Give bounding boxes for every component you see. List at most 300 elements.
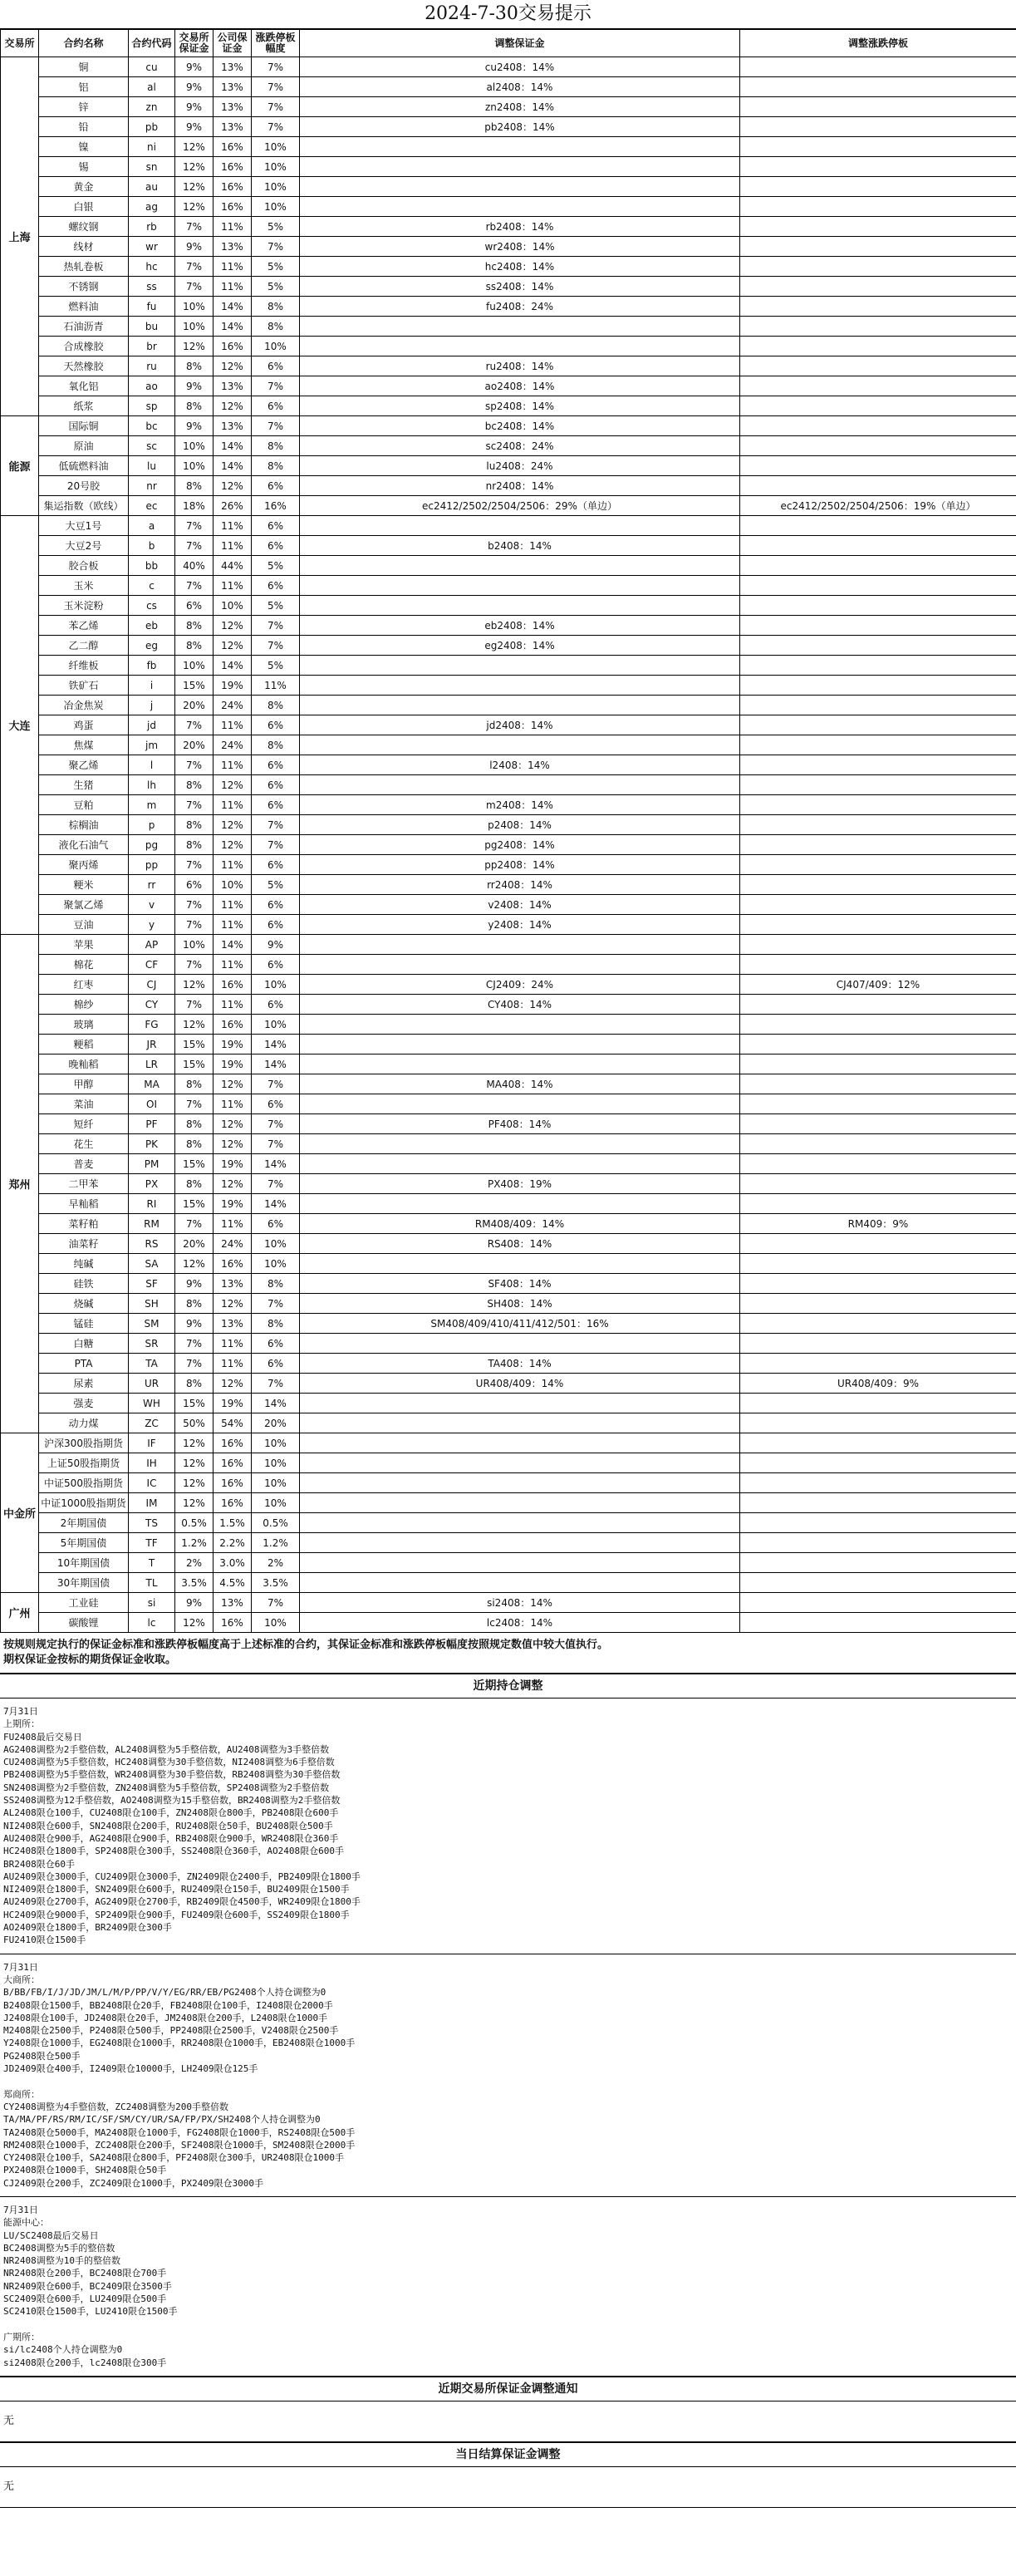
contract-code-cell: fb: [129, 656, 175, 676]
company-margin-cell: 12%: [214, 616, 252, 636]
adjusted-limit-cell: [740, 636, 1016, 656]
price-limit-cell: 11%: [252, 676, 300, 696]
exchange-cell: 能源: [1, 416, 39, 516]
table-body: [1, 57, 1016, 1633]
company-margin-cell: 11%: [214, 1094, 252, 1114]
company-margin-cell: 24%: [214, 696, 252, 715]
adjusted-margin-cell: [300, 1035, 740, 1054]
contract-code-cell: y: [129, 915, 175, 935]
exchange-margin-cell: 8%: [175, 1074, 214, 1094]
adjusted-margin-cell: [300, 1254, 740, 1274]
adjusted-margin-cell: rr2408：14%: [300, 875, 740, 895]
company-margin-cell: 16%: [214, 975, 252, 995]
price-limit-cell: 9%: [252, 935, 300, 955]
adjusted-limit-cell: [740, 955, 1016, 975]
adjusted-limit-cell: [740, 197, 1016, 217]
adjusted-margin-cell: pb2408：14%: [300, 117, 740, 137]
company-margin-cell: 14%: [214, 935, 252, 955]
adjusted-limit-cell: [740, 1533, 1016, 1553]
price-limit-cell: 10%: [252, 1613, 300, 1633]
contract-name-cell: 烧碱: [39, 1294, 129, 1314]
adjusted-margin-cell: m2408：14%: [300, 795, 740, 815]
table-row: [1, 1593, 1016, 1613]
exchange-margin-cell: 7%: [175, 755, 214, 775]
contract-name-cell: 动力煤: [39, 1413, 129, 1433]
adjusted-limit-cell: [740, 835, 1016, 855]
adjusted-margin-cell: [300, 775, 740, 795]
adjusted-margin-cell: [300, 735, 740, 755]
contract-code-cell: hc: [129, 257, 175, 277]
adjusted-margin-cell: RM408/409：14%: [300, 1214, 740, 1234]
adjusted-limit-cell: [740, 596, 1016, 616]
table-row: [1, 237, 1016, 257]
company-margin-cell: 11%: [214, 277, 252, 297]
adjusted-margin-cell: [300, 516, 740, 536]
adjusted-margin-cell: MA408：14%: [300, 1074, 740, 1094]
price-limit-cell: 6%: [252, 516, 300, 536]
header-exchange: 交易所: [1, 30, 39, 57]
price-limit-cell: 10%: [252, 177, 300, 197]
settlement-notice-content: 无: [0, 2467, 1016, 2508]
price-limit-cell: 7%: [252, 1114, 300, 1134]
adjusted-margin-cell: [300, 1015, 740, 1035]
adjusted-limit-cell: [740, 1573, 1016, 1593]
company-margin-cell: 11%: [214, 955, 252, 975]
contract-name-cell: 鸡蛋: [39, 715, 129, 735]
table-row: [1, 177, 1016, 197]
company-margin-cell: 14%: [214, 656, 252, 676]
contract-code-cell: UR: [129, 1374, 175, 1394]
contract-code-cell: b: [129, 536, 175, 556]
adjusted-margin-cell: [300, 1573, 740, 1593]
exchange-margin-cell: 8%: [175, 1114, 214, 1134]
company-margin-cell: 12%: [214, 1074, 252, 1094]
table-row: [1, 855, 1016, 875]
adjusted-limit-cell: [740, 1354, 1016, 1374]
company-margin-cell: 19%: [214, 1035, 252, 1054]
contract-code-cell: lc: [129, 1613, 175, 1633]
contract-code-cell: IH: [129, 1453, 175, 1473]
price-limit-cell: 6%: [252, 1094, 300, 1114]
contract-code-cell: si: [129, 1593, 175, 1613]
adjusted-limit-cell: [740, 117, 1016, 137]
price-limit-cell: 7%: [252, 616, 300, 636]
adjusted-margin-cell: sc2408：24%: [300, 436, 740, 456]
price-limit-cell: 10%: [252, 1473, 300, 1493]
exchange-margin-cell: 7%: [175, 895, 214, 915]
table-row: [1, 1433, 1016, 1453]
table-row: [1, 1573, 1016, 1593]
exchange-margin-cell: 12%: [175, 975, 214, 995]
company-margin-cell: 12%: [214, 356, 252, 376]
table-row: [1, 536, 1016, 556]
contract-code-cell: CF: [129, 955, 175, 975]
table-row: [1, 396, 1016, 416]
contract-code-cell: bb: [129, 556, 175, 576]
price-limit-cell: 6%: [252, 396, 300, 416]
contract-code-cell: fu: [129, 297, 175, 317]
adjusted-limit-cell: CJ407/409：12%: [740, 975, 1016, 995]
company-margin-cell: 4.5%: [214, 1573, 252, 1593]
contract-code-cell: SM: [129, 1314, 175, 1334]
adjusted-limit-cell: [740, 1194, 1016, 1214]
adjusted-margin-cell: [300, 935, 740, 955]
adjusted-margin-cell: [300, 1473, 740, 1493]
table-row: [1, 217, 1016, 237]
contract-name-cell: 粳稻: [39, 1035, 129, 1054]
table-row: [1, 77, 1016, 97]
exchange-margin-cell: 20%: [175, 696, 214, 715]
adjusted-limit-cell: [740, 1154, 1016, 1174]
exchange-margin-cell: 8%: [175, 1294, 214, 1314]
table-row: [1, 1394, 1016, 1413]
contract-name-cell: 苹果: [39, 935, 129, 955]
exchange-margin-cell: 20%: [175, 1234, 214, 1254]
adjusted-limit-cell: [740, 237, 1016, 257]
company-margin-cell: 10%: [214, 875, 252, 895]
price-limit-cell: 6%: [252, 955, 300, 975]
company-margin-cell: 26%: [214, 496, 252, 516]
contract-code-cell: CY: [129, 995, 175, 1015]
adjusted-margin-cell: pp2408：14%: [300, 855, 740, 875]
adjusted-margin-cell: TA408：14%: [300, 1354, 740, 1374]
table-row: [1, 1493, 1016, 1513]
company-margin-cell: 13%: [214, 117, 252, 137]
adjusted-limit-cell: [740, 1035, 1016, 1054]
contract-name-cell: 碳酸锂: [39, 1613, 129, 1633]
adjusted-limit-cell: [740, 376, 1016, 396]
contract-code-cell: pb: [129, 117, 175, 137]
contract-code-cell: ao: [129, 376, 175, 396]
contract-code-cell: rb: [129, 217, 175, 237]
price-limit-cell: 14%: [252, 1394, 300, 1413]
table-row: [1, 676, 1016, 696]
table-row: [1, 1314, 1016, 1334]
price-limit-cell: 5%: [252, 277, 300, 297]
price-limit-cell: 10%: [252, 1234, 300, 1254]
table-row: [1, 416, 1016, 436]
adjusted-margin-cell: bc2408：14%: [300, 416, 740, 436]
contract-code-cell: zn: [129, 97, 175, 117]
price-limit-cell: 6%: [252, 915, 300, 935]
price-limit-cell: 6%: [252, 895, 300, 915]
adjusted-margin-cell: [300, 1453, 740, 1473]
contract-name-cell: 聚氯乙烯: [39, 895, 129, 915]
adjusted-limit-cell: [740, 1134, 1016, 1154]
contract-code-cell: al: [129, 77, 175, 97]
price-limit-cell: 20%: [252, 1413, 300, 1433]
exchange-margin-cell: 8%: [175, 1374, 214, 1394]
table-row: [1, 656, 1016, 676]
exchange-margin-cell: 8%: [175, 815, 214, 835]
adjusted-limit-cell: [740, 77, 1016, 97]
company-margin-cell: 11%: [214, 915, 252, 935]
adjusted-limit-cell: [740, 775, 1016, 795]
contract-name-cell: 5年期国债: [39, 1533, 129, 1553]
price-limit-cell: 6%: [252, 715, 300, 735]
contract-code-cell: br: [129, 337, 175, 356]
header-price-limit: 涨跌停板幅度: [252, 30, 300, 57]
contract-name-cell: 中证1000股指期货: [39, 1493, 129, 1513]
table-row: [1, 995, 1016, 1015]
price-limit-cell: 6%: [252, 536, 300, 556]
company-margin-cell: 24%: [214, 1234, 252, 1254]
company-margin-cell: 14%: [214, 436, 252, 456]
contract-name-cell: 铁矿石: [39, 676, 129, 696]
adjusted-margin-cell: sp2408：14%: [300, 396, 740, 416]
company-margin-cell: 54%: [214, 1413, 252, 1433]
price-limit-cell: 7%: [252, 1593, 300, 1613]
exchange-margin-cell: 8%: [175, 476, 214, 496]
table-row: [1, 975, 1016, 995]
price-limit-cell: 6%: [252, 476, 300, 496]
contract-name-cell: 中证500股指期货: [39, 1473, 129, 1493]
price-limit-cell: 10%: [252, 337, 300, 356]
contract-code-cell: sc: [129, 436, 175, 456]
contract-name-cell: 线材: [39, 237, 129, 257]
company-margin-cell: 19%: [214, 676, 252, 696]
exchange-margin-cell: 2%: [175, 1553, 214, 1573]
price-limit-cell: 7%: [252, 416, 300, 436]
table-row: [1, 1214, 1016, 1234]
exchange-margin-cell: 7%: [175, 1334, 214, 1354]
company-margin-cell: 12%: [214, 1114, 252, 1134]
price-limit-cell: 5%: [252, 217, 300, 237]
exchange-margin-cell: 10%: [175, 456, 214, 476]
company-margin-cell: 12%: [214, 1294, 252, 1314]
exchange-margin-cell: 9%: [175, 1274, 214, 1294]
header-contract-code: 合约代码: [129, 30, 175, 57]
exchange-margin-cell: 7%: [175, 277, 214, 297]
contract-name-cell: 氧化铝: [39, 376, 129, 396]
company-margin-cell: 16%: [214, 1453, 252, 1473]
company-margin-cell: 11%: [214, 1354, 252, 1374]
adjusted-margin-cell: ss2408：14%: [300, 277, 740, 297]
contract-code-cell: lh: [129, 775, 175, 795]
table-row: [1, 157, 1016, 177]
table-row: [1, 815, 1016, 835]
company-margin-cell: 16%: [214, 137, 252, 157]
price-limit-cell: 6%: [252, 755, 300, 775]
adjusted-margin-cell: [300, 1054, 740, 1074]
table-row: [1, 795, 1016, 815]
contract-code-cell: pg: [129, 835, 175, 855]
price-limit-cell: 1.2%: [252, 1533, 300, 1553]
company-margin-cell: 12%: [214, 1374, 252, 1394]
exchange-cell: 中金所: [1, 1433, 39, 1593]
adjusted-limit-cell: [740, 815, 1016, 835]
contract-name-cell: 棉纱: [39, 995, 129, 1015]
table-row: [1, 297, 1016, 317]
price-limit-cell: 8%: [252, 317, 300, 337]
position-block-dce-czce: 7月31日 大商所： B/BB/FB/I/J/JD/JM/L/M/P/PP/V/Y/EG/RR/EB/PG2408个人持仓调整为0 B2408限仓1500手，BB2408限仓20手，FB2408限仓100手，I2408限仓2000手 J2408限仓100手，JD2408限仓20手，JM2408限仓200手，L2408限仓1000手 M2408限仓2500手，P2408限仓500手，PP2408限仓2500手，V2408限仓2500手 Y2408限仓1000手，EG2408限仓1000手，RR2408限仓1000手，EB2408限仓1000手 PG2408限仓500手 JD2409限仓400手，I2409限仓10000手，LH2409限仓125手 郑商所： CY2408调整为4手整倍数，ZC2408调整为200手整倍数 TA/MA/PF/RS/RM/IC/SF/SM/CY/UR/SA/FP/PX/SH2408个人持仓调整为0 TA2408限仓5000手，MA2408限仓1000手，FG2408限仓1000手，RS2408限仓500手 RM2408限仓1000手，ZC2408限仓200手，SF2408限仓1000手，SM2408限仓2000手 CY2408限仓100手，SA2408限仓800手，PF2408限仓300手，UR2408限仓1000手 PX2408限仓1000手，SH2408限仓50手 CJ2409限仓200手，ZC2409限仓1000手，PX2409限仓3000手: [0, 1954, 1016, 2197]
contract-code-cell: ec: [129, 496, 175, 516]
adjusted-margin-cell: cu2408：14%: [300, 57, 740, 77]
contract-name-cell: 纤维板: [39, 656, 129, 676]
adjusted-margin-cell: SM408/409/410/411/412/501：16%: [300, 1314, 740, 1334]
contract-code-cell: CJ: [129, 975, 175, 995]
contract-code-cell: SF: [129, 1274, 175, 1294]
table-row: [1, 317, 1016, 337]
table-row: [1, 1015, 1016, 1035]
adjusted-limit-cell: [740, 1094, 1016, 1114]
contract-name-cell: 螺纹钢: [39, 217, 129, 237]
contract-name-cell: 乙二醇: [39, 636, 129, 656]
contract-code-cell: au: [129, 177, 175, 197]
margin-notice-title: 近期交易所保证金调整通知: [0, 2377, 1016, 2401]
adjusted-limit-cell: [740, 1413, 1016, 1433]
adjusted-limit-cell: [740, 217, 1016, 237]
exchange-margin-cell: 12%: [175, 157, 214, 177]
contract-code-cell: AP: [129, 935, 175, 955]
adjusted-limit-cell: [740, 576, 1016, 596]
price-limit-cell: 6%: [252, 1354, 300, 1374]
contract-name-cell: 甲醇: [39, 1074, 129, 1094]
table-row: [1, 576, 1016, 596]
contract-name-cell: 大豆2号: [39, 536, 129, 556]
price-limit-cell: 10%: [252, 1453, 300, 1473]
table-row: [1, 277, 1016, 297]
price-limit-cell: 2%: [252, 1553, 300, 1573]
contract-name-cell: 生猪: [39, 775, 129, 795]
table-row: [1, 356, 1016, 376]
exchange-margin-cell: 12%: [175, 1493, 214, 1513]
contract-code-cell: IM: [129, 1493, 175, 1513]
exchange-margin-cell: 7%: [175, 1214, 214, 1234]
contract-name-cell: 焦煤: [39, 735, 129, 755]
table-row: [1, 57, 1016, 77]
company-margin-cell: 13%: [214, 416, 252, 436]
company-margin-cell: 11%: [214, 576, 252, 596]
exchange-margin-cell: 7%: [175, 1094, 214, 1114]
adjusted-margin-cell: [300, 1194, 740, 1214]
adjusted-limit-cell: [740, 137, 1016, 157]
exchange-margin-cell: 7%: [175, 715, 214, 735]
table-row: [1, 1613, 1016, 1633]
contract-name-cell: 豆粕: [39, 795, 129, 815]
exchange-margin-cell: 9%: [175, 416, 214, 436]
adjusted-margin-cell: b2408：14%: [300, 536, 740, 556]
table-row: [1, 1533, 1016, 1553]
contract-name-cell: 强麦: [39, 1394, 129, 1413]
contract-code-cell: LR: [129, 1054, 175, 1074]
price-limit-cell: 7%: [252, 237, 300, 257]
adjusted-limit-cell: [740, 57, 1016, 77]
contract-name-cell: 玉米: [39, 576, 129, 596]
adjusted-margin-cell: [300, 1334, 740, 1354]
margin-table: [0, 29, 1016, 1633]
table-row: [1, 97, 1016, 117]
adjusted-margin-cell: SF408：14%: [300, 1274, 740, 1294]
adjusted-limit-cell: [740, 935, 1016, 955]
price-limit-cell: 8%: [252, 1274, 300, 1294]
contract-name-cell: 聚乙烯: [39, 755, 129, 775]
contract-name-cell: PTA: [39, 1354, 129, 1374]
exchange-margin-cell: 7%: [175, 217, 214, 237]
exchange-margin-cell: 10%: [175, 436, 214, 456]
adjusted-limit-cell: [740, 356, 1016, 376]
adjusted-margin-cell: SH408：14%: [300, 1294, 740, 1314]
table-row: [1, 1074, 1016, 1094]
header-company-margin: 公司保证金: [214, 30, 252, 57]
table-row: [1, 117, 1016, 137]
contract-code-cell: TL: [129, 1573, 175, 1593]
adjusted-margin-cell: wr2408：14%: [300, 237, 740, 257]
adjusted-margin-cell: [300, 1394, 740, 1413]
contract-code-cell: ZC: [129, 1413, 175, 1433]
exchange-margin-cell: 18%: [175, 496, 214, 516]
adjusted-margin-cell: eb2408：14%: [300, 616, 740, 636]
company-margin-cell: 16%: [214, 1493, 252, 1513]
contract-code-cell: bu: [129, 317, 175, 337]
contract-code-cell: jm: [129, 735, 175, 755]
table-row: [1, 1294, 1016, 1314]
contract-name-cell: 2年期国债: [39, 1513, 129, 1533]
price-limit-cell: 10%: [252, 197, 300, 217]
adjusted-limit-cell: [740, 735, 1016, 755]
adjusted-margin-cell: pg2408：14%: [300, 835, 740, 855]
position-block-ine-gfex: 7月31日 能源中心： LU/SC2408最后交易日 BC2408调整为5手的整倍数 NR2408调整为10手的整倍数 NR2408限仓200手，BC2408限仓700手 NR2409限仓600手，BC2409限仓3500手 SC2409限仓600手，LU2409限仓500手 SC2410限仓1500手，LU2410限仓1500手 广期所： si/lc2408个人持仓调整为0 si2408限仓200手，lc2408限仓300手: [0, 2197, 1016, 2377]
contract-name-cell: 纸浆: [39, 396, 129, 416]
price-limit-cell: 7%: [252, 1074, 300, 1094]
table-row: [1, 137, 1016, 157]
contract-name-cell: 豆油: [39, 915, 129, 935]
adjusted-margin-cell: y2408：14%: [300, 915, 740, 935]
table-row: [1, 1194, 1016, 1214]
contract-code-cell: j: [129, 696, 175, 715]
adjusted-limit-cell: [740, 1453, 1016, 1473]
company-margin-cell: 11%: [214, 516, 252, 536]
contract-code-cell: cs: [129, 596, 175, 616]
exchange-margin-cell: 9%: [175, 77, 214, 97]
contract-name-cell: 菜油: [39, 1094, 129, 1114]
table-row: [1, 556, 1016, 576]
price-limit-cell: 7%: [252, 376, 300, 396]
exchange-margin-cell: 7%: [175, 257, 214, 277]
company-margin-cell: 11%: [214, 995, 252, 1015]
contract-code-cell: p: [129, 815, 175, 835]
company-margin-cell: 11%: [214, 715, 252, 735]
adjusted-margin-cell: CJ2409：24%: [300, 975, 740, 995]
exchange-margin-cell: 9%: [175, 376, 214, 396]
adjusted-limit-cell: [740, 456, 1016, 476]
contract-name-cell: 黄金: [39, 177, 129, 197]
table-row: [1, 516, 1016, 536]
price-limit-cell: 14%: [252, 1054, 300, 1074]
adjusted-limit-cell: [740, 297, 1016, 317]
contract-code-cell: v: [129, 895, 175, 915]
adjusted-limit-cell: [740, 396, 1016, 416]
adjusted-limit-cell: [740, 1234, 1016, 1254]
company-margin-cell: 16%: [214, 1433, 252, 1453]
table-row: [1, 1154, 1016, 1174]
contract-name-cell: 锰硅: [39, 1314, 129, 1334]
adjusted-margin-cell: lu2408：24%: [300, 456, 740, 476]
contract-code-cell: jd: [129, 715, 175, 735]
exchange-margin-cell: 8%: [175, 396, 214, 416]
table-row: [1, 616, 1016, 636]
contract-code-cell: RM: [129, 1214, 175, 1234]
exchange-margin-cell: 50%: [175, 1413, 214, 1433]
adjusted-limit-cell: [740, 715, 1016, 735]
adjusted-margin-cell: [300, 556, 740, 576]
exchange-margin-cell: 40%: [175, 556, 214, 576]
contract-name-cell: 集运指数（欧线）: [39, 496, 129, 516]
header-adjusted-limit: 调整涨跌停板: [740, 30, 1016, 57]
adjusted-margin-cell: [300, 1493, 740, 1513]
price-limit-cell: 6%: [252, 775, 300, 795]
adjusted-limit-cell: [740, 1613, 1016, 1633]
